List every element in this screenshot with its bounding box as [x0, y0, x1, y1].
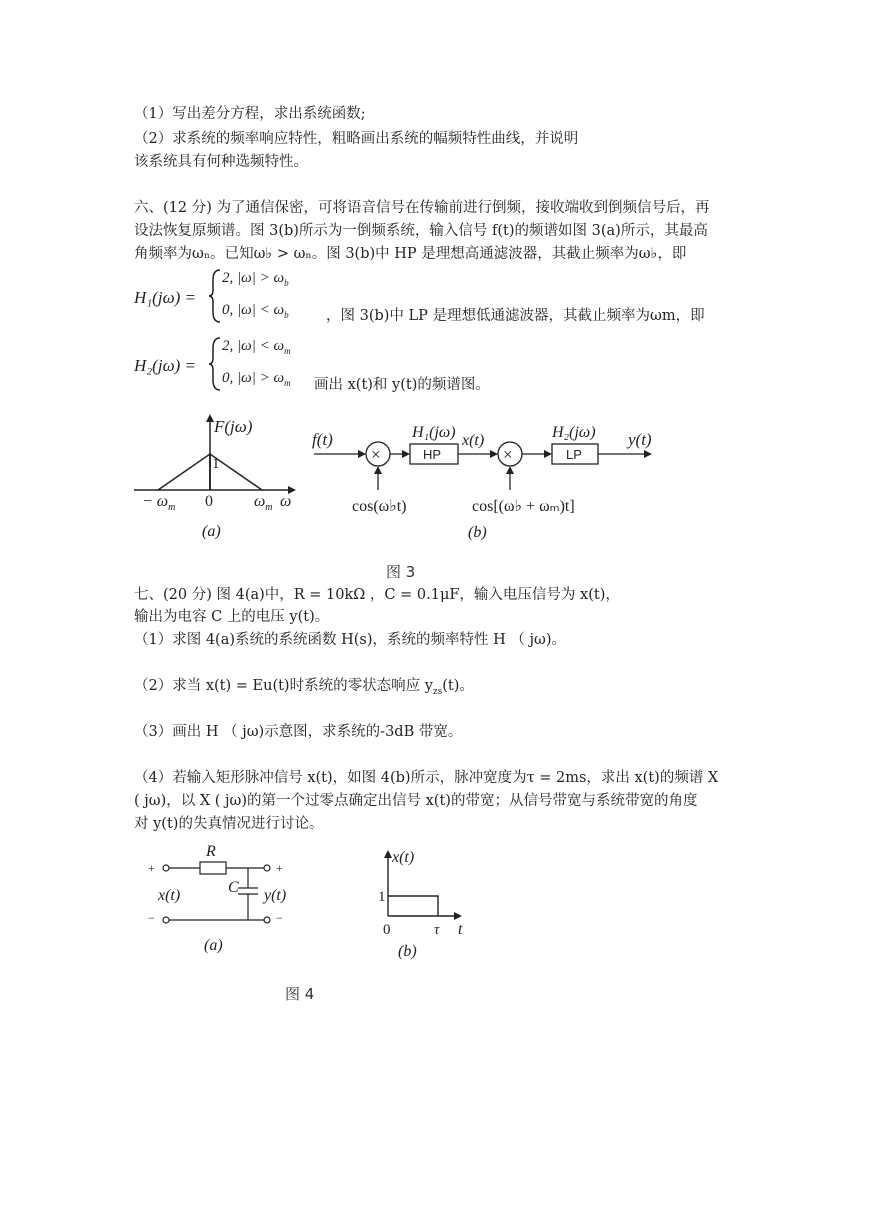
- fig4a-rc-circuit: [140, 840, 310, 960]
- fig3a-peak: 1: [212, 456, 220, 472]
- q6-line1: 六、(12 分) 为了通信保密，可将语音信号在传输前进行倒频，接收端收到倒频信号后，再: [134, 200, 710, 216]
- fig3a-label: (a): [202, 523, 221, 540]
- fig4a-c-label: C: [228, 879, 239, 896]
- fig4a-plus-left: +: [148, 861, 155, 875]
- svg-text:×: ×: [371, 445, 381, 464]
- q6-line5: 画出 x(t)和 y(t)的频谱图。: [314, 377, 490, 393]
- fig3b-input: f(t): [312, 430, 333, 449]
- q7-line2: 输出为电容 C 上的电压 y(t)。: [134, 609, 330, 625]
- svg-text:×: ×: [503, 445, 513, 464]
- h2-brace: [208, 336, 222, 392]
- h2-formula: [134, 336, 334, 394]
- q6-line4: ，图 3(b)中 LP 是理想低通滤波器，其截止频率为ωm，即: [326, 308, 705, 324]
- q7-part4-line3: 对 y(t)的失真情况进行讨论。: [134, 816, 324, 832]
- h2-case2: 0, $|\omega| > \omega_m$: [222, 370, 291, 388]
- fig4a-r-label: R: [206, 843, 216, 860]
- fig4a-resistor: [200, 862, 226, 874]
- fig4b-pulse-shape: [388, 896, 438, 916]
- fig4a-plus-right: +: [276, 861, 283, 875]
- fig4b-tau: τ: [434, 922, 440, 938]
- fig4a-output: y(t): [264, 887, 287, 904]
- fig4a-input: x(t): [158, 887, 181, 904]
- h1-case1: 2, $|\omega| > \omega_b$: [222, 270, 289, 288]
- fig3b-block-diagram: [310, 415, 670, 545]
- fig3b-output: y(t): [628, 430, 652, 449]
- h1-case2: 0, $|\omega| < \omega_b$: [222, 302, 289, 320]
- fig4b-level: 1: [378, 889, 386, 905]
- q7-part3: （3）画出 H （ jω)示意图，求系统的-3dB 带宽。: [134, 724, 463, 740]
- fig4a-label: (a): [204, 937, 223, 954]
- h1-brace: [208, 268, 222, 324]
- fig3a-y-arrow: [206, 414, 214, 422]
- fig4b-pulse: [370, 840, 490, 965]
- fig3a-spectrum-curve: [158, 454, 210, 490]
- fig3a-pos-tick: $\omega_m$: [254, 493, 273, 513]
- fig4b-label: (b): [398, 943, 417, 960]
- fig3b-carrier2: cos[(ω♭ + ωₘ)t]: [472, 498, 575, 515]
- fig3a-spectrum: [130, 410, 300, 545]
- fig3a-zero: 0: [205, 493, 213, 510]
- q7-part4-line1: （4）若输入矩形脉冲信号 x(t)，如图 4(b)所示，脉冲宽度为τ = 2ms，求出 x(t)的频谱 X: [134, 770, 719, 786]
- q7-line1: 七、(20 分) 图 4(a)中，R = 10kΩ ，C = 0.1μF，输入电压信号为 x(t)，: [134, 587, 620, 603]
- q7-part2: （2）求当 x(t) = Eu(t)时系统的零状态响应 $y_{zs}(t)$。: [134, 678, 474, 697]
- fig4a-minus-left: −: [148, 911, 155, 925]
- fig3a-xlabel: ω: [280, 493, 292, 510]
- h2-case1: 2, $|\omega| < \omega_m$: [222, 338, 291, 356]
- h2-lhs: H₂(jω) =: [134, 356, 196, 375]
- q5-part1: （1）写出差分方程，求出系统函数;: [134, 106, 366, 122]
- q6-line3: 角频率为ωₙ。已知ω♭ > ωₙ。图 3(b)中 HP 是理想高通滤波器，其截止频率为ω♭，即: [134, 246, 687, 262]
- q7-part4-line2: ( jω)，以 X ( jω)的第一个过零点确定出信号 x(t)的带宽；从信号带宽与系统带宽的角度: [134, 793, 698, 809]
- q5-part2: （2）求系统的频率响应特性，粗略画出系统的幅频特性曲线，并说明: [134, 131, 579, 147]
- fig4b-zero: 0: [383, 922, 391, 938]
- fig3a-neg-tick: − $\omega_m$: [142, 493, 176, 513]
- h1-lhs: H₁(jω) =: [134, 288, 196, 307]
- fig3-caption: 图 3: [386, 563, 416, 581]
- fig3b-hp-label: HP: [423, 447, 442, 462]
- h1-formula: [134, 268, 344, 326]
- fig3b-mid: x(t): [462, 432, 485, 449]
- q7-part1: （1）求图 4(a)系统的系统函数 H(s)，系统的频率特性 H （ jω)。: [134, 632, 566, 648]
- fig3b-h2: H₂(jω): [552, 424, 596, 441]
- fig3a-ylabel: F(jω): [214, 417, 253, 436]
- fig4b-ylabel: x(t): [392, 849, 415, 866]
- q5-part2-cont: 该系统具有何种选频特性。: [134, 154, 308, 170]
- fig3b-carrier1: cos(ω♭t): [352, 498, 407, 515]
- fig3b-label: (b): [468, 524, 487, 541]
- fig3b-lp-label: LP: [566, 447, 582, 462]
- fig4b-xlabel: t: [458, 921, 463, 938]
- fig4-caption: 图 4: [285, 985, 315, 1003]
- q6-line2: 设法恢复原频谱。图 3(b)所示为一倒频系统，输入信号 f(t)的频谱如图 3(a)所示，其最高: [134, 223, 708, 239]
- fig3b-h1: H₁(jω): [412, 424, 456, 441]
- fig4a-minus-right: −: [276, 911, 283, 925]
